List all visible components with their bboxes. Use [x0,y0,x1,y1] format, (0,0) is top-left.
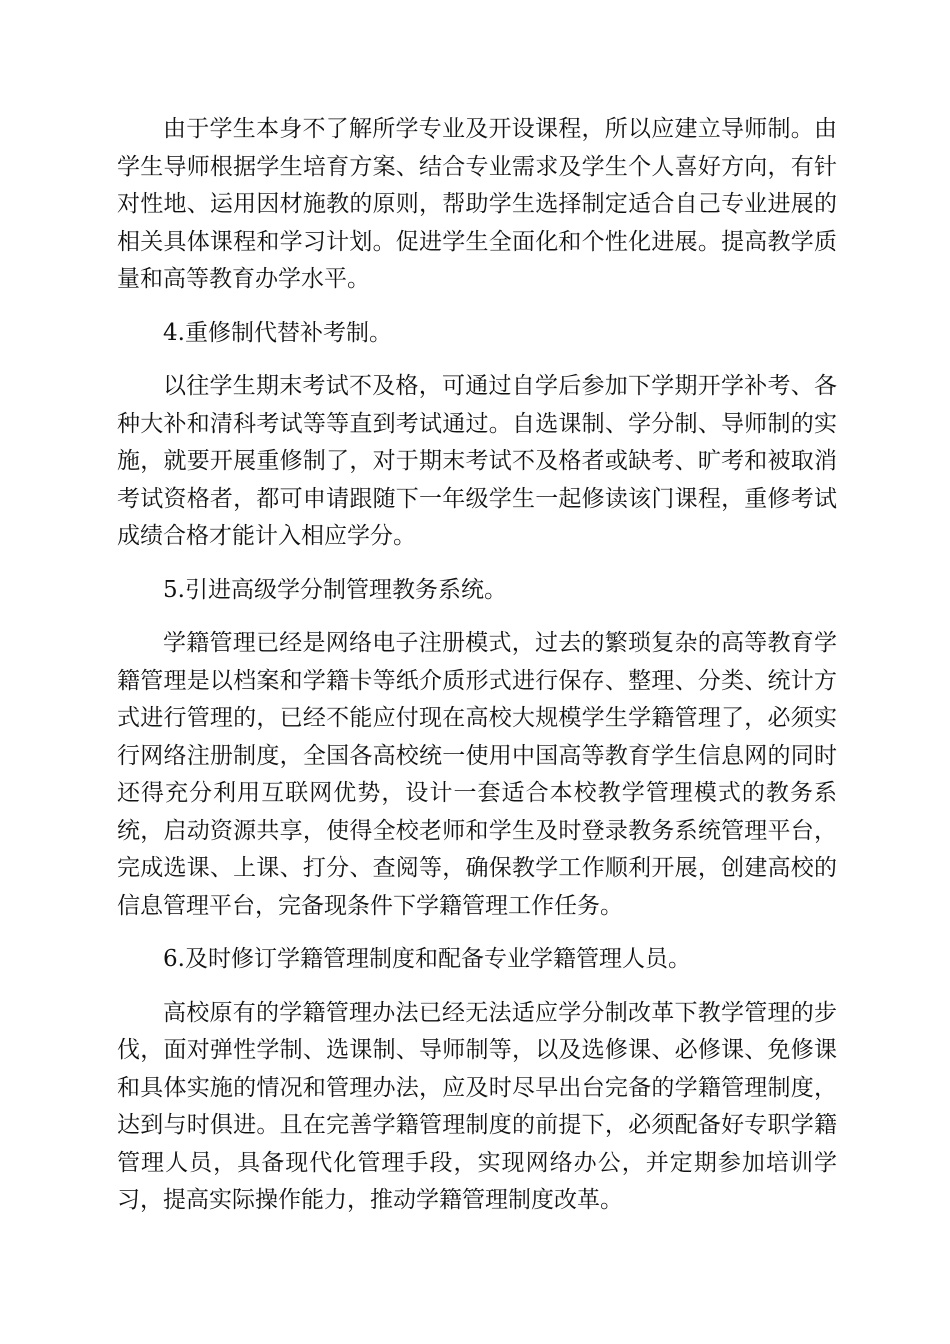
paragraph-retake-system: 以往学生期末考试不及格，可通过自学后参加下学期开学补考、各种大补和清科考试等等直到考试通过。自选课制、学分制、导师制的实施，就要开展重修制了，对于期末考试不及格者或缺考、旷考和被取消考试资格者，都可申请跟随下一年级学生一起修读该门课程，重修考试成绩合格才能计入相应学分。 [117,373,837,549]
document-page [117,111,837,1236]
paragraph-revise-rules: 高校原有的学籍管理办法已经无法适应学分制改革下教学管理的步伐，面对弹性学制、选课制、导师制等，以及选修课、必修课、免修课和具体实施的情况和管理办法，应及时尽早出台完备的学籍管理制度，达到与时俱进。且在完善学籍管理制度的前提下，必须配备好专职学籍管理人员，具备现代化管理手段，实现网络办公，并定期参加培训学习，提高实际操作能力，推动学籍管理制度改革。 [117,999,837,1213]
heading-credit-system: 5.引进高级学分制管理教务系统。 [163,576,507,603]
paragraph-credit-system: 学籍管理已经是网络电子注册模式，过去的繁琐复杂的高等教育学籍管理是以档案和学籍卡等纸介质形式进行保存、整理、分类、统计方式进行管理的，已经不能应付现在高校大规模学生学籍管理了，必须实行网络注册制度，全国各高校统一使用中国高等教育学生信息网的同时还得充分利用互联网优势，设计一套适合本校教学管理模式的教务系统，启动资源共享，使得全校老师和学生及时登录教务系统管理平台，完成选课、上课、打分、查阅等，确保教学工作顺利开展，创建高校的信息管理平台，完备现条件下学籍管理工作任务。 [117,630,837,919]
heading-retake-system: 4.重修制代替补考制。 [163,319,392,346]
paragraph-tutor-system: 由于学生本身不了解所学专业及开设课程，所以应建立导师制。由学生导师根据学生培育方案、结合专业需求及学生个人喜好方向，有针对性地、运用因材施教的原则，帮助学生选择制定适合自己专业进展的相关具体课程和学习计划。促进学生全面化和个性化进展。提高教学质量和高等教育办学水平。 [117,116,837,292]
heading-revise-rules: 6.及时修订学籍管理制度和配备专业学籍管理人员。 [163,946,691,972]
